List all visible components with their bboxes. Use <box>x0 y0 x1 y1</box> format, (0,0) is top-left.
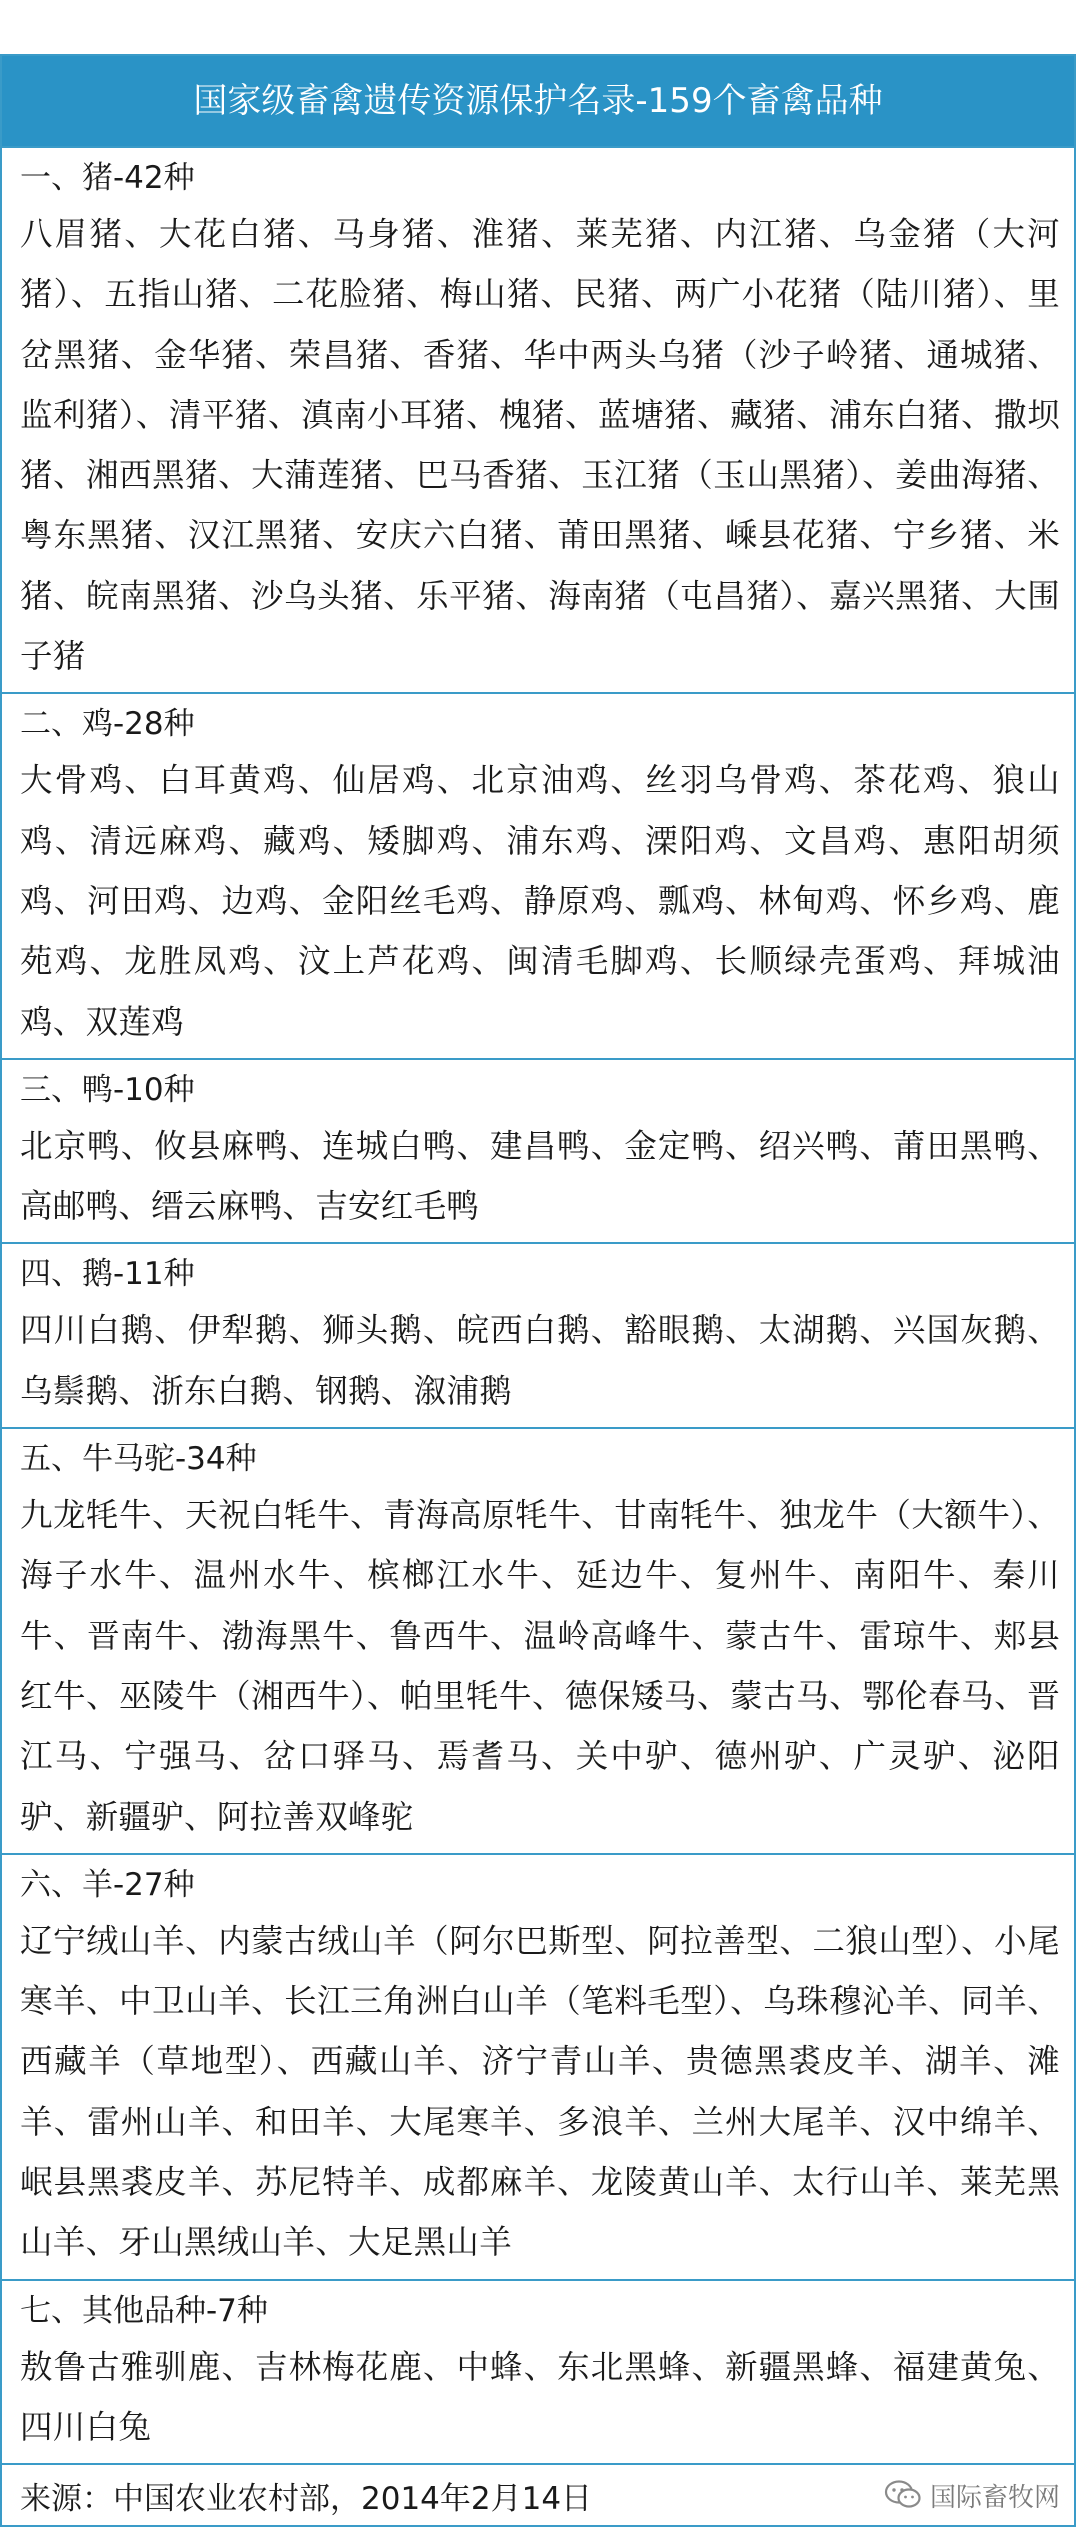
section-heading: 一、猪-42种 <box>20 160 195 196</box>
section-cattle-horse-camel <box>2 1429 1074 1855</box>
section-chickens <box>2 694 1074 1059</box>
section-heading: 五、牛马驼-34种 <box>20 1441 257 1478</box>
section-other-breeds <box>2 2281 1074 2466</box>
watermark-text: 国际畜牧网 <box>929 2482 1060 2513</box>
section-items: 大骨鸡、白耳黄鸡、仙居鸡、北京油鸡、丝羽乌骨鸡、茶花鸡、狼山鸡、清远麻鸡、藏鸡、矮脚鸡、浦东鸡、溧阳鸡、文昌鸡、惠阳胡须鸡、河田鸡、边鸡、金阳丝毛鸡、静原鸡、瓢鸡、林甸鸡、怀乡鸡、鹿苑鸡、龙胜凤鸡、汶上芦花鸡、闽清毛脚鸡、长顺绿壳蛋鸡、拜城油鸡、双莲鸡 <box>20 761 1060 1041</box>
section-heading: 七、其他品种-7种 <box>20 2292 268 2329</box>
watermark <box>884 2477 1060 2514</box>
section-items: 八眉猪、大花白猪、马身猪、淮猪、莱芜猪、内江猪、乌金猪（大河猪）、五指山猪、二花脸猪、梅山猪、民猪、两广小花猪（陆川猪）、里岔黑猪、金华猪、荣昌猪、香猪、华中两头乌猪（沙子岭猪、通城猪、监利猪）、清平猪、滇南小耳猪、槐猪、蓝塘猪、藏猪、浦东白猪、撒坝猪、湘西黑猪、大蒲莲猪、巴马香猪、玉江猪（玉山黑猪）、姜曲海猪、粤东黑猪、汉江黑猪、安庆六白猪、莆田黑猪、嵊县花猪、宁乡猪、米猪、皖南黑猪、沙乌头猪、乐平猪、海南猪（屯昌猪）、嘉兴黑猪、大围子猪 <box>20 215 1060 676</box>
section-heading: 三、鸭-10种 <box>20 1071 195 1108</box>
section-items: 九龙牦牛、天祝白牦牛、青海高原牦牛、甘南牦牛、独龙牛（大额牛）、海子水牛、温州水牛、槟榔江水牛、延边牛、复州牛、南阳牛、秦川牛、晋南牛、渤海黑牛、鲁西牛、温岭高峰牛、蒙古牛、雷琼牛、郏县红牛、巫陵牛（湘西牛）、帕里牦牛、德保矮马、蒙古马、鄂伦春马、晋江马、宁强马、岔口驿马、焉耆马、关中驴、德州驴、广灵驴、泌阳驴、新疆驴、阿拉善双峰驼 <box>20 1496 1060 1836</box>
source-text: 来源：中国农业农村部，2014年2月14日 <box>20 2480 593 2517</box>
section-items: 北京鸭、攸县麻鸭、连城白鸭、建昌鸭、金定鸭、绍兴鸭、莆田黑鸭、高邮鸭、缙云麻鸭、吉安红毛鸭 <box>20 1126 1060 1226</box>
section-items: 辽宁绒山羊、内蒙古绒山羊（阿尔巴斯型、阿拉善型、二狼山型）、小尾寒羊、中卫山羊、长江三角洲白山羊（笔料毛型）、乌珠穆沁羊、同羊、西藏羊（草地型）、西藏山羊、济宁青山羊、贵德黑裘皮羊、湖羊、滩羊、雷州山羊、和田羊、大尾寒羊、多浪羊、兰州大尾羊、汉中绵羊、岷县黑裘皮羊、苏尼特羊、成都麻羊、龙陵黄山羊、太行山羊、莱芜黑山羊、牙山黑绒山羊、大足黑山羊 <box>20 1921 1060 2262</box>
section-heading: 六、羊-27种 <box>20 1866 195 1903</box>
section-heading: 四、鹅-11种 <box>20 1256 195 1293</box>
table-title: 国家级畜禽遗传资源保护名录-159个畜禽品种 <box>2 56 1074 148</box>
section-sheep-goats <box>2 1855 1074 2281</box>
source-footer <box>2 2465 1074 2525</box>
section-pigs <box>2 148 1074 694</box>
section-items: 四川白鹅、伊犁鹅、狮头鹅、皖西白鹅、豁眼鹅、太湖鹅、兴国灰鹅、乌鬃鹅、浙东白鹅、钢鹅、溆浦鹅 <box>20 1311 1060 1410</box>
section-ducks <box>2 1060 1074 1245</box>
section-geese <box>2 1244 1074 1429</box>
wechat-icon <box>884 2479 922 2511</box>
section-heading: 二、鸡-28种 <box>20 706 195 743</box>
section-items: 敖鲁古雅驯鹿、吉林梅花鹿、中蜂、东北黑蜂、新疆黑蜂、福建黄兔、四川白兔 <box>20 2347 1060 2446</box>
breed-list-table <box>0 54 1076 2527</box>
